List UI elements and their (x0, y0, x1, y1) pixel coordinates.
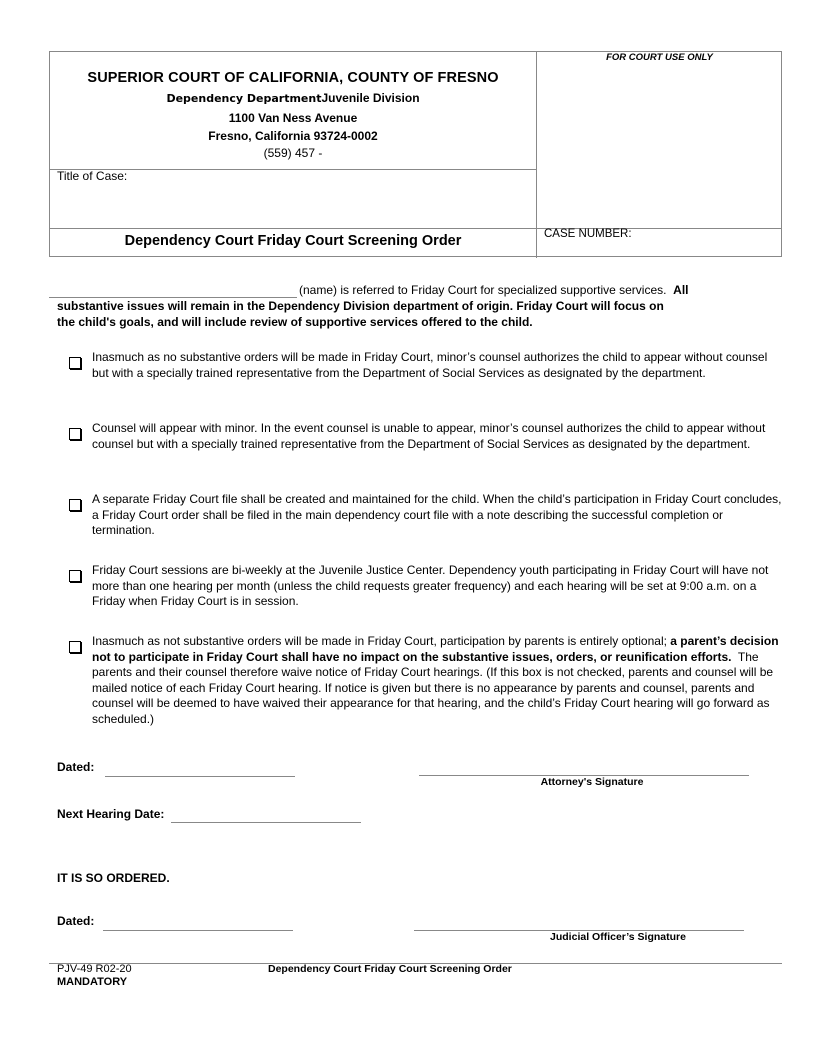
caption-divider (49, 228, 782, 229)
court-street: 1100 Van Ness Avenue (228, 111, 358, 125)
item-3-text: A separate Friday Court file shall be created and maintained for the child. When the child’s participation in Friday Court concludes, a Friday Court order shall be filed in the main dependency court file with a note describing the successful completion or termination. (92, 492, 782, 538)
name-blank[interactable] (49, 297, 297, 298)
case-number-label: CASE NUMBER: (544, 228, 632, 240)
court-phone: (559) 457 - (263, 146, 323, 160)
division: Juvenile Division (321, 91, 420, 105)
item-1-text: Inasmuch as no substantive orders will be made in Friday Court, minor’s counsel authorizes the child to appear without counsel but with a specially trained representative from the Department of Social Services as designated by the department. (92, 350, 768, 380)
item-5-checkbox[interactable] (69, 641, 81, 653)
dated-label: Dated: (57, 760, 95, 774)
item-5-text (92, 634, 782, 728)
form-title: Dependency Court Friday Court Screening Order (124, 233, 462, 249)
item-5-text-bold: a parent’s decision not to participate in Friday Court shall have no impact on the substantive issues, orders, or reunification efforts. (92, 634, 779, 664)
item-4-checkbox[interactable] (69, 570, 81, 582)
item-5-text-c: The parents and their counsel therefore waive notice of Friday Court hearings. (If this box is not checked, parents and counsel will be mailed notice of each Friday Court hearing. If notice is given but there is no appearance by parents and counsel, parents and counsel will be deemed to have waived their appearance for that hearing, and the child’s Friday Court hearing will go forward as scheduled.) (92, 649, 774, 726)
dated-label-2: Dated: (57, 914, 95, 928)
court-name: SUPERIOR COURT OF CALIFORNIA, COUNTY OF FRESNO (87, 70, 499, 86)
title-of-case-label: Title of Case: (57, 169, 128, 183)
next-hearing-label: Next Hearing Date: (57, 807, 165, 821)
item-4-text: Friday Court sessions are bi-weekly at the Juvenile Justice Center. Dependency youth participating in Friday Court will have not more than one hearing per month (unless the child requests greater frequency) and each hearing will be set at 9:00 a.m. on a Friday when Friday Court is in session. (92, 563, 769, 609)
court-city: Fresno, California 93724-0002 (208, 129, 378, 143)
mandatory-label: MANDATORY (57, 976, 128, 988)
intro-bold-start: All (673, 283, 689, 297)
next-hearing-line[interactable] (171, 822, 361, 823)
attorney-signature-label: Attorney's Signature (540, 776, 644, 788)
item-2-checkbox[interactable] (69, 428, 81, 440)
intro-line-3: the child's goals, and will include review of supportive services offered to the child. (57, 315, 533, 329)
intro-line-1 (299, 283, 689, 297)
dated-line-2[interactable] (103, 930, 293, 931)
form-id: PJV-49 R02-20 (57, 963, 132, 975)
item-1-checkbox[interactable] (69, 357, 81, 369)
item-5-text-a: Inasmuch as not substantive orders will be made in Friday Court, participation by parents is entirely optional; (92, 634, 667, 648)
intro-name-text: (name) is referred to Friday Court for specialized supportive services. (299, 283, 667, 297)
item-2-text: Counsel will appear with minor. In the event counsel is unable to appear, minor’s counsel authorizes the child to appear without counsel but with a specially trained representative from the Department of Social Services as designated by the department. (92, 421, 766, 451)
court-use-label: FOR COURT USE ONLY (606, 52, 713, 63)
dated-line[interactable] (105, 776, 295, 777)
item-3-checkbox[interactable] (69, 499, 81, 511)
department-line (49, 91, 537, 105)
so-ordered: IT IS SO ORDERED. (57, 871, 170, 885)
department: Dependency Department (166, 92, 322, 105)
footer-title: Dependency Court Friday Court Screening Order (268, 963, 512, 975)
judicial-signature-label: Judicial Officer’s Signature (550, 931, 686, 943)
intro-line-2: substantive issues will remain in the Dependency Division department of origin. Friday Court will focus on (57, 299, 664, 313)
